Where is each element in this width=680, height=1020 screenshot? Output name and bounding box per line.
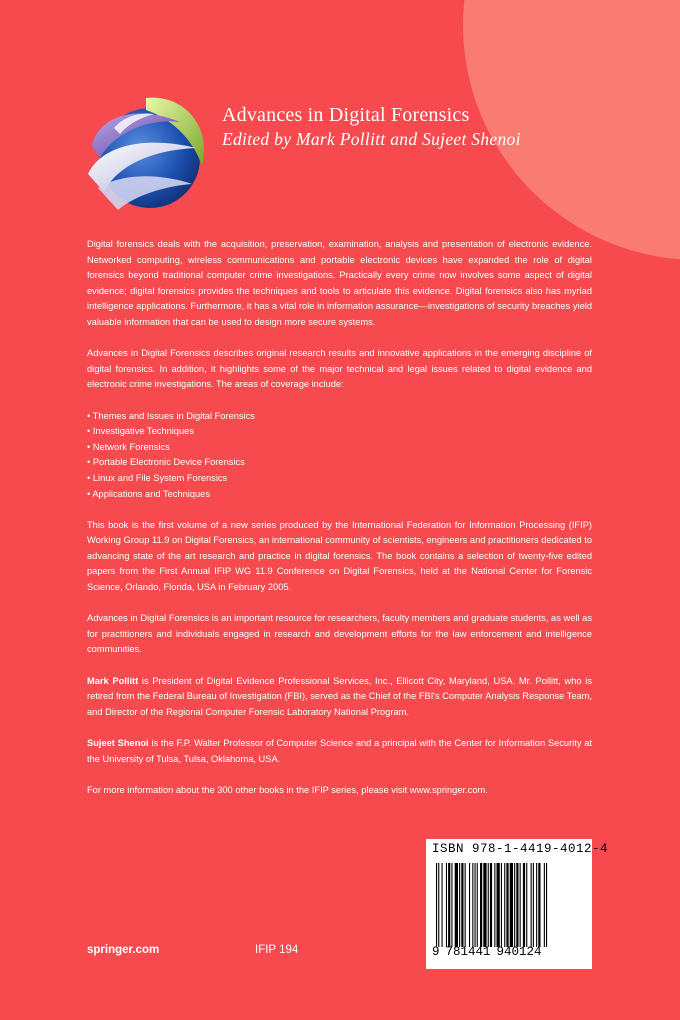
barcode-bar [480,863,482,947]
list-item: • Applications and Techniques [87,488,210,499]
coverage-list [87,409,592,503]
barcode-bar [520,863,521,947]
barcode-bar [490,863,492,947]
barcode-bar [438,863,439,947]
series-number: IFIP 194 [255,944,299,956]
barcode-bar [483,863,486,947]
barcode-bar [497,863,500,947]
list-item: • Network Forensics [87,441,170,452]
barcode-bar [436,863,437,947]
barcode-bar [506,863,508,947]
ifip-sphere-logo-icon [84,88,210,216]
back-cover-blurb [87,237,592,798]
barcode-bar [546,863,547,947]
barcode-digit-group: 940124 [496,945,542,959]
barcode-lead-digit: 9 [432,945,440,959]
barcode-bar [533,863,534,947]
editor-bio-text: is President of Digital Evidence Professional Services, Inc., Ellicott City, Maryland, USA. Mr. Pollitt, who is retired from the Federal Bureau of Investigation (FBI), served as the Chief of the FBI's Computer Analysis Response Team, and Director of the Regional Computer Forensic Laboratory National Program. [87,675,592,717]
editor-bio-pollitt [87,674,592,721]
barcode-bars [434,863,584,947]
series-paragraph: This book is the first volume of a new series produced by the International Federation for Information Processing (IFIP) Working Group 11.9 on Digital Forensics, an international community of scientists, engineers and practitioners dedicated to advancing state of the art research and practice in digital forensics. The book contains a selection of twenty-five edited papers from the First Annual IFIP WG 11.9 Conference on Digital Forensics, held at the National Center for Forensic Science, Orlando, Florida, USA in February 2005. [87,519,592,593]
barcode-bar [510,863,513,947]
editor-bio-text: is the F.P. Walter Professor of Computer Science and a principal with the Center for Information Security at the University of Tulsa, Tulsa, Oklahoma, USA. [87,738,592,764]
barcode-bar [455,863,458,947]
editor-name-pollitt: Mark Pollitt [87,675,139,686]
list-item: • Linux and File System Forensics [87,472,228,483]
barcode-bar [501,863,502,947]
book-editors: Edited by Mark Pollitt and Sujeet Shenoi [222,129,521,149]
barcode-bar [494,863,495,947]
barcode-bar [488,863,489,947]
barcode-bar [526,863,527,947]
editor-name-shenoi: Sujeet Shenoi [87,738,149,748]
barcode-bar [461,863,463,947]
more-info-paragraph: For more information about the 300 other books in the IFIP series, please visit www.springer.com. [87,784,488,795]
barcode-bar [451,863,452,947]
barcode-bar [477,863,478,947]
barcode-bar [472,863,473,947]
barcode-bar [538,863,540,947]
list-item: • Themes and Issues in Digital Forensics [87,410,255,421]
barcode-digits [432,945,542,959]
editor-bio-shenoi [87,736,592,767]
barcode-bar [469,863,470,947]
barcode-bar [504,863,505,947]
barcode-bar [531,863,532,947]
barcode-bar [442,863,443,947]
barcode-bar [446,863,447,947]
barcode-bar [516,863,518,947]
barcode-bar [448,863,450,947]
publisher-website: springer.com [87,944,160,956]
barcode-bar [544,863,545,947]
intro-paragraph: Digital forensics deals with the acquisition, preservation, examination, analysis and presentation of electronic evidence. Networked computing, wireless communications and portable electronic devices have expanded the role of digital forensics beyond traditional computer crime investigations. Practically every crime now involves some aspect of digital evidence; digital forensics provides the techniques and tools to articulate this evidence. Digital forensics also has myriad intelligence applications. Furthermore, it has a vital role in information assurance—investigations of security breaches yield valuable information that can be used to design more secure systems. [87,239,592,327]
isbn-number: ISBN 978-1-4419-4012-4 [432,842,609,856]
list-item: • Portable Electronic Device Forensics [87,457,245,468]
barcode-bar [475,863,476,947]
barcode-bar [514,863,515,947]
barcode-bar [459,863,460,947]
barcode-digit-group: 781441 [445,945,491,959]
book-title: Advances in Digital Forensics [222,104,470,126]
description-paragraph: Advances in Digital Forensics describes original research results and innovative applications in the emerging discipline of digital forensics. In addition, it highlights some of the major technical and legal issues related to digital evidence and electronic crime investigations. The areas of coverage include: [87,348,592,390]
barcode-bar [536,863,537,947]
list-item: • Investigative Techniques [87,426,194,437]
isbn-barcode [426,839,609,969]
barcode-bar [465,863,466,947]
audience-paragraph: Advances in Digital Forensics is an important resource for researchers, faculty members and graduate students, as well as for practitioners and individuals engaged in research and development efforts for the law enforcement and intelligence communities. [87,613,592,655]
barcode-bar [523,863,525,947]
